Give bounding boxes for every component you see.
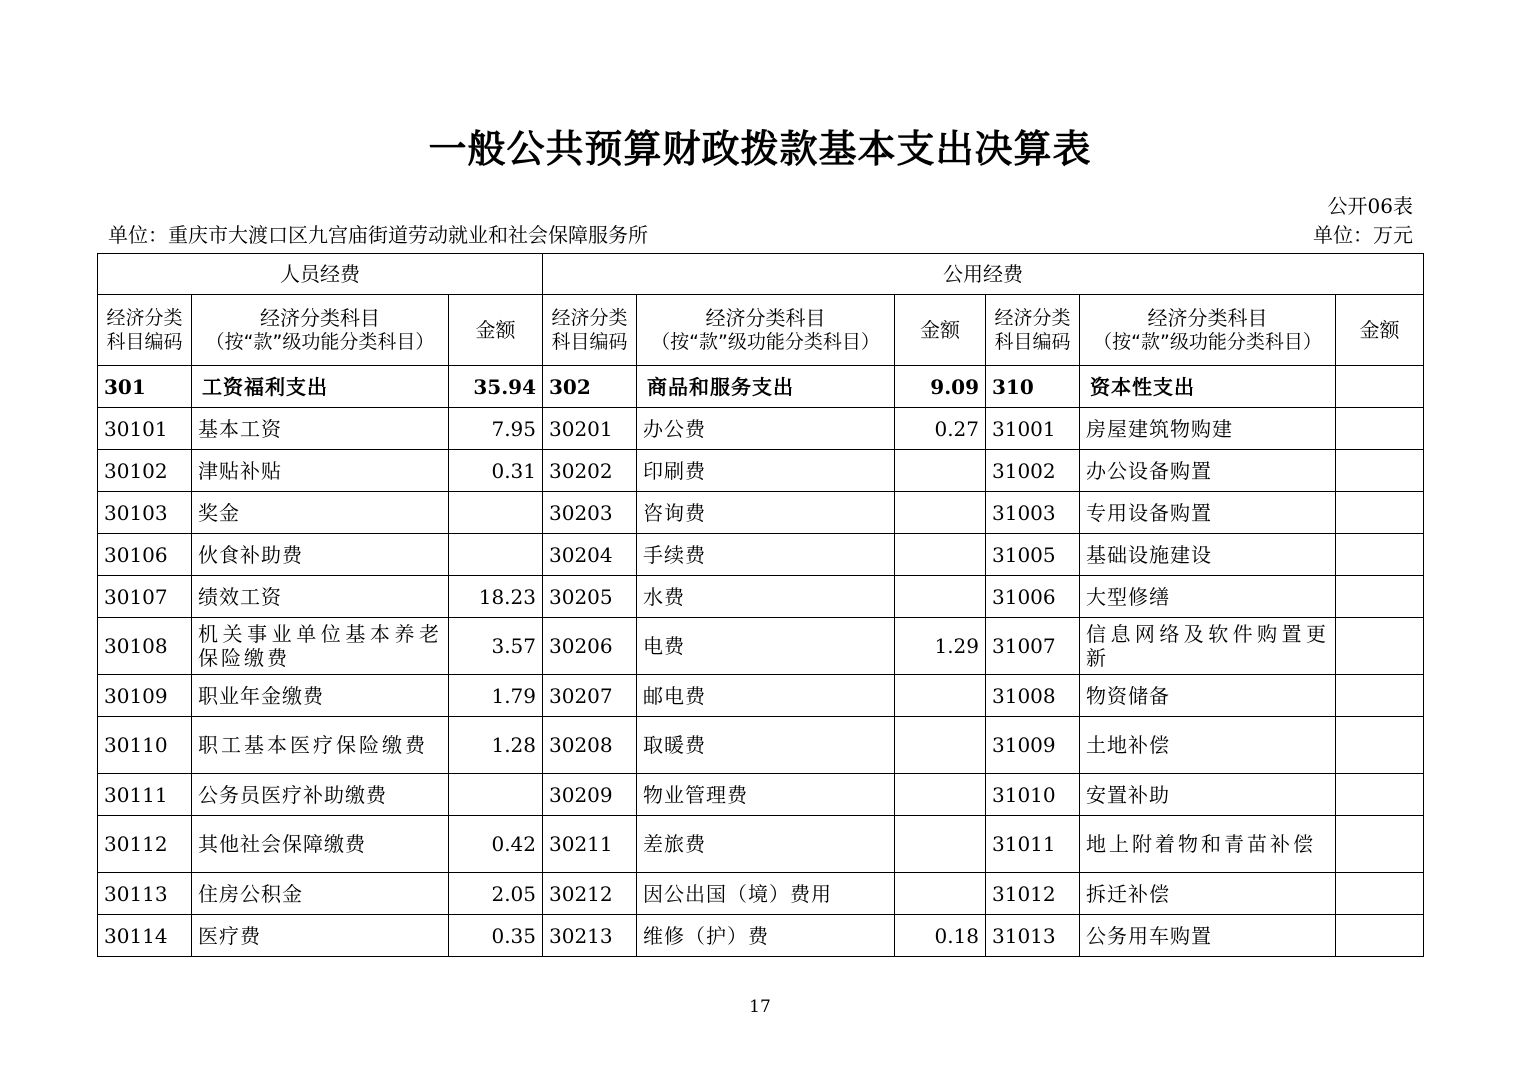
row-name: 资本性支出 (1080, 366, 1336, 408)
row-code: 31002 (986, 450, 1080, 492)
row-amount: 0.31 (449, 450, 543, 492)
row-amount (1336, 873, 1424, 915)
row-amount (895, 774, 986, 816)
table-row (98, 408, 1424, 450)
row-code: 30114 (98, 915, 192, 957)
row-amount (1336, 534, 1424, 576)
header-amount: 金额 (449, 295, 543, 366)
row-code: 30107 (98, 576, 192, 618)
unit-organization: 单位：重庆市大渡口区九宫庙街道劳动就业和社会保障服务所 (108, 223, 648, 247)
row-name: 专用设备购置 (1080, 492, 1336, 534)
header-name: 经济分类科目 （按“款”级功能分类科目） (1080, 295, 1336, 366)
table-row (98, 450, 1424, 492)
table-row (98, 534, 1424, 576)
row-name: 物业管理费 (637, 774, 895, 816)
row-code: 31009 (986, 717, 1080, 774)
row-name: 绩效工资 (192, 576, 449, 618)
header-code: 经济分类科目编码 (986, 295, 1080, 366)
row-amount (1336, 717, 1424, 774)
row-name: 水费 (637, 576, 895, 618)
row-code: 31003 (986, 492, 1080, 534)
row-amount: 1.79 (449, 675, 543, 717)
row-code: 30209 (543, 774, 637, 816)
row-name: 奖金 (192, 492, 449, 534)
row-code: 31006 (986, 576, 1080, 618)
table-row (98, 717, 1424, 774)
row-amount (449, 534, 543, 576)
row-name: 公务用车购置 (1080, 915, 1336, 957)
row-amount (895, 816, 986, 873)
row-code: 30102 (98, 450, 192, 492)
row-code: 30204 (543, 534, 637, 576)
header-code: 经济分类科目编码 (543, 295, 637, 366)
row-code: 30110 (98, 717, 192, 774)
row-amount (449, 492, 543, 534)
row-code: 30108 (98, 618, 192, 675)
row-code: 30109 (98, 675, 192, 717)
budget-table (97, 253, 1424, 957)
row-code: 30113 (98, 873, 192, 915)
table-row (98, 618, 1424, 675)
page-title: 一般公共预算财政拨款基本支出决算表 (428, 127, 1092, 171)
row-name: 取暖费 (637, 717, 895, 774)
row-amount (449, 774, 543, 816)
row-amount (1336, 816, 1424, 873)
row-code: 30112 (98, 816, 192, 873)
row-name: 医疗费 (192, 915, 449, 957)
row-amount (1336, 618, 1424, 675)
row-name: 基本工资 (192, 408, 449, 450)
table-row (98, 774, 1424, 816)
row-code: 30103 (98, 492, 192, 534)
row-name: 差旅费 (637, 816, 895, 873)
row-name: 安置补助 (1080, 774, 1336, 816)
row-code: 30207 (543, 675, 637, 717)
row-name: 印刷费 (637, 450, 895, 492)
row-amount (895, 492, 986, 534)
row-amount (895, 873, 986, 915)
row-name: 办公设备购置 (1080, 450, 1336, 492)
row-amount: 0.35 (449, 915, 543, 957)
row-code: 30101 (98, 408, 192, 450)
row-name: 公务员医疗补助缴费 (192, 774, 449, 816)
group-public: 公用经费 (543, 254, 1424, 295)
row-code: 30212 (543, 873, 637, 915)
group-personnel: 人员经费 (98, 254, 543, 295)
row-name: 信息网络及软件购置更新 (1080, 618, 1336, 675)
row-amount (1336, 408, 1424, 450)
row-amount (1336, 675, 1424, 717)
table-row (98, 816, 1424, 873)
row-code: 31012 (986, 873, 1080, 915)
row-name: 维修（护）费 (637, 915, 895, 957)
row-code: 31008 (986, 675, 1080, 717)
row-code: 302 (543, 366, 637, 408)
row-name: 伙食补助费 (192, 534, 449, 576)
row-amount: 2.05 (449, 873, 543, 915)
row-amount: 7.95 (449, 408, 543, 450)
row-amount (895, 717, 986, 774)
form-number: 公开06表 (1327, 194, 1413, 218)
row-amount (1336, 915, 1424, 957)
page-number: 17 (749, 997, 771, 1017)
row-name: 大型修缮 (1080, 576, 1336, 618)
header-name: 经济分类科目 （按“款”级功能分类科目） (192, 295, 449, 366)
row-name: 住房公积金 (192, 873, 449, 915)
row-name: 基础设施建设 (1080, 534, 1336, 576)
row-name: 因公出国（境）费用 (637, 873, 895, 915)
row-name: 职业年金缴费 (192, 675, 449, 717)
row-amount: 1.28 (449, 717, 543, 774)
row-code: 30208 (543, 717, 637, 774)
row-code: 30203 (543, 492, 637, 534)
row-amount (1336, 366, 1424, 408)
row-name: 工资福利支出 (192, 366, 449, 408)
row-name: 邮电费 (637, 675, 895, 717)
header-amount: 金额 (1336, 295, 1424, 366)
row-name: 房屋建筑物购建 (1080, 408, 1336, 450)
row-amount: 3.57 (449, 618, 543, 675)
unit-currency: 单位：万元 (1313, 223, 1413, 247)
row-name: 职工基本医疗保险缴费 (192, 717, 449, 774)
group-header-row (98, 254, 1424, 295)
row-amount: 0.18 (895, 915, 986, 957)
row-name: 机关事业单位基本养老保险缴费 (192, 618, 449, 675)
table-body (98, 366, 1424, 957)
row-amount (1336, 774, 1424, 816)
header-name: 经济分类科目 （按“款”级功能分类科目） (637, 295, 895, 366)
row-name: 地上附着物和青苗补偿 (1080, 816, 1336, 873)
row-code: 30213 (543, 915, 637, 957)
table-row (98, 675, 1424, 717)
row-name: 土地补偿 (1080, 717, 1336, 774)
row-code: 30201 (543, 408, 637, 450)
row-code: 31007 (986, 618, 1080, 675)
row-code: 30211 (543, 816, 637, 873)
column-header-row (98, 295, 1424, 366)
row-code: 30111 (98, 774, 192, 816)
row-code: 30202 (543, 450, 637, 492)
row-name: 物资储备 (1080, 675, 1336, 717)
row-name: 津贴补贴 (192, 450, 449, 492)
row-code: 31001 (986, 408, 1080, 450)
row-amount: 0.27 (895, 408, 986, 450)
table-row (98, 492, 1424, 534)
row-amount: 1.29 (895, 618, 986, 675)
row-name: 拆迁补偿 (1080, 873, 1336, 915)
row-code: 31013 (986, 915, 1080, 957)
row-amount (895, 576, 986, 618)
table-row (98, 366, 1424, 408)
row-amount (895, 450, 986, 492)
row-amount (1336, 450, 1424, 492)
header-amount: 金额 (895, 295, 986, 366)
table-row (98, 915, 1424, 957)
row-amount (895, 675, 986, 717)
table-row (98, 873, 1424, 915)
row-code: 31005 (986, 534, 1080, 576)
row-amount: 35.94 (449, 366, 543, 408)
row-code: 30106 (98, 534, 192, 576)
row-amount (1336, 492, 1424, 534)
row-amount: 18.23 (449, 576, 543, 618)
row-code: 301 (98, 366, 192, 408)
row-name: 其他社会保障缴费 (192, 816, 449, 873)
row-name: 手续费 (637, 534, 895, 576)
row-code: 30206 (543, 618, 637, 675)
row-code: 30205 (543, 576, 637, 618)
row-name: 电费 (637, 618, 895, 675)
row-code: 31011 (986, 816, 1080, 873)
table-row (98, 576, 1424, 618)
row-amount (895, 534, 986, 576)
row-name: 咨询费 (637, 492, 895, 534)
header-code: 经济分类科目编码 (98, 295, 192, 366)
row-name: 办公费 (637, 408, 895, 450)
row-amount: 9.09 (895, 366, 986, 408)
row-code: 31010 (986, 774, 1080, 816)
row-amount (1336, 576, 1424, 618)
row-code: 310 (986, 366, 1080, 408)
row-amount: 0.42 (449, 816, 543, 873)
row-name: 商品和服务支出 (637, 366, 895, 408)
